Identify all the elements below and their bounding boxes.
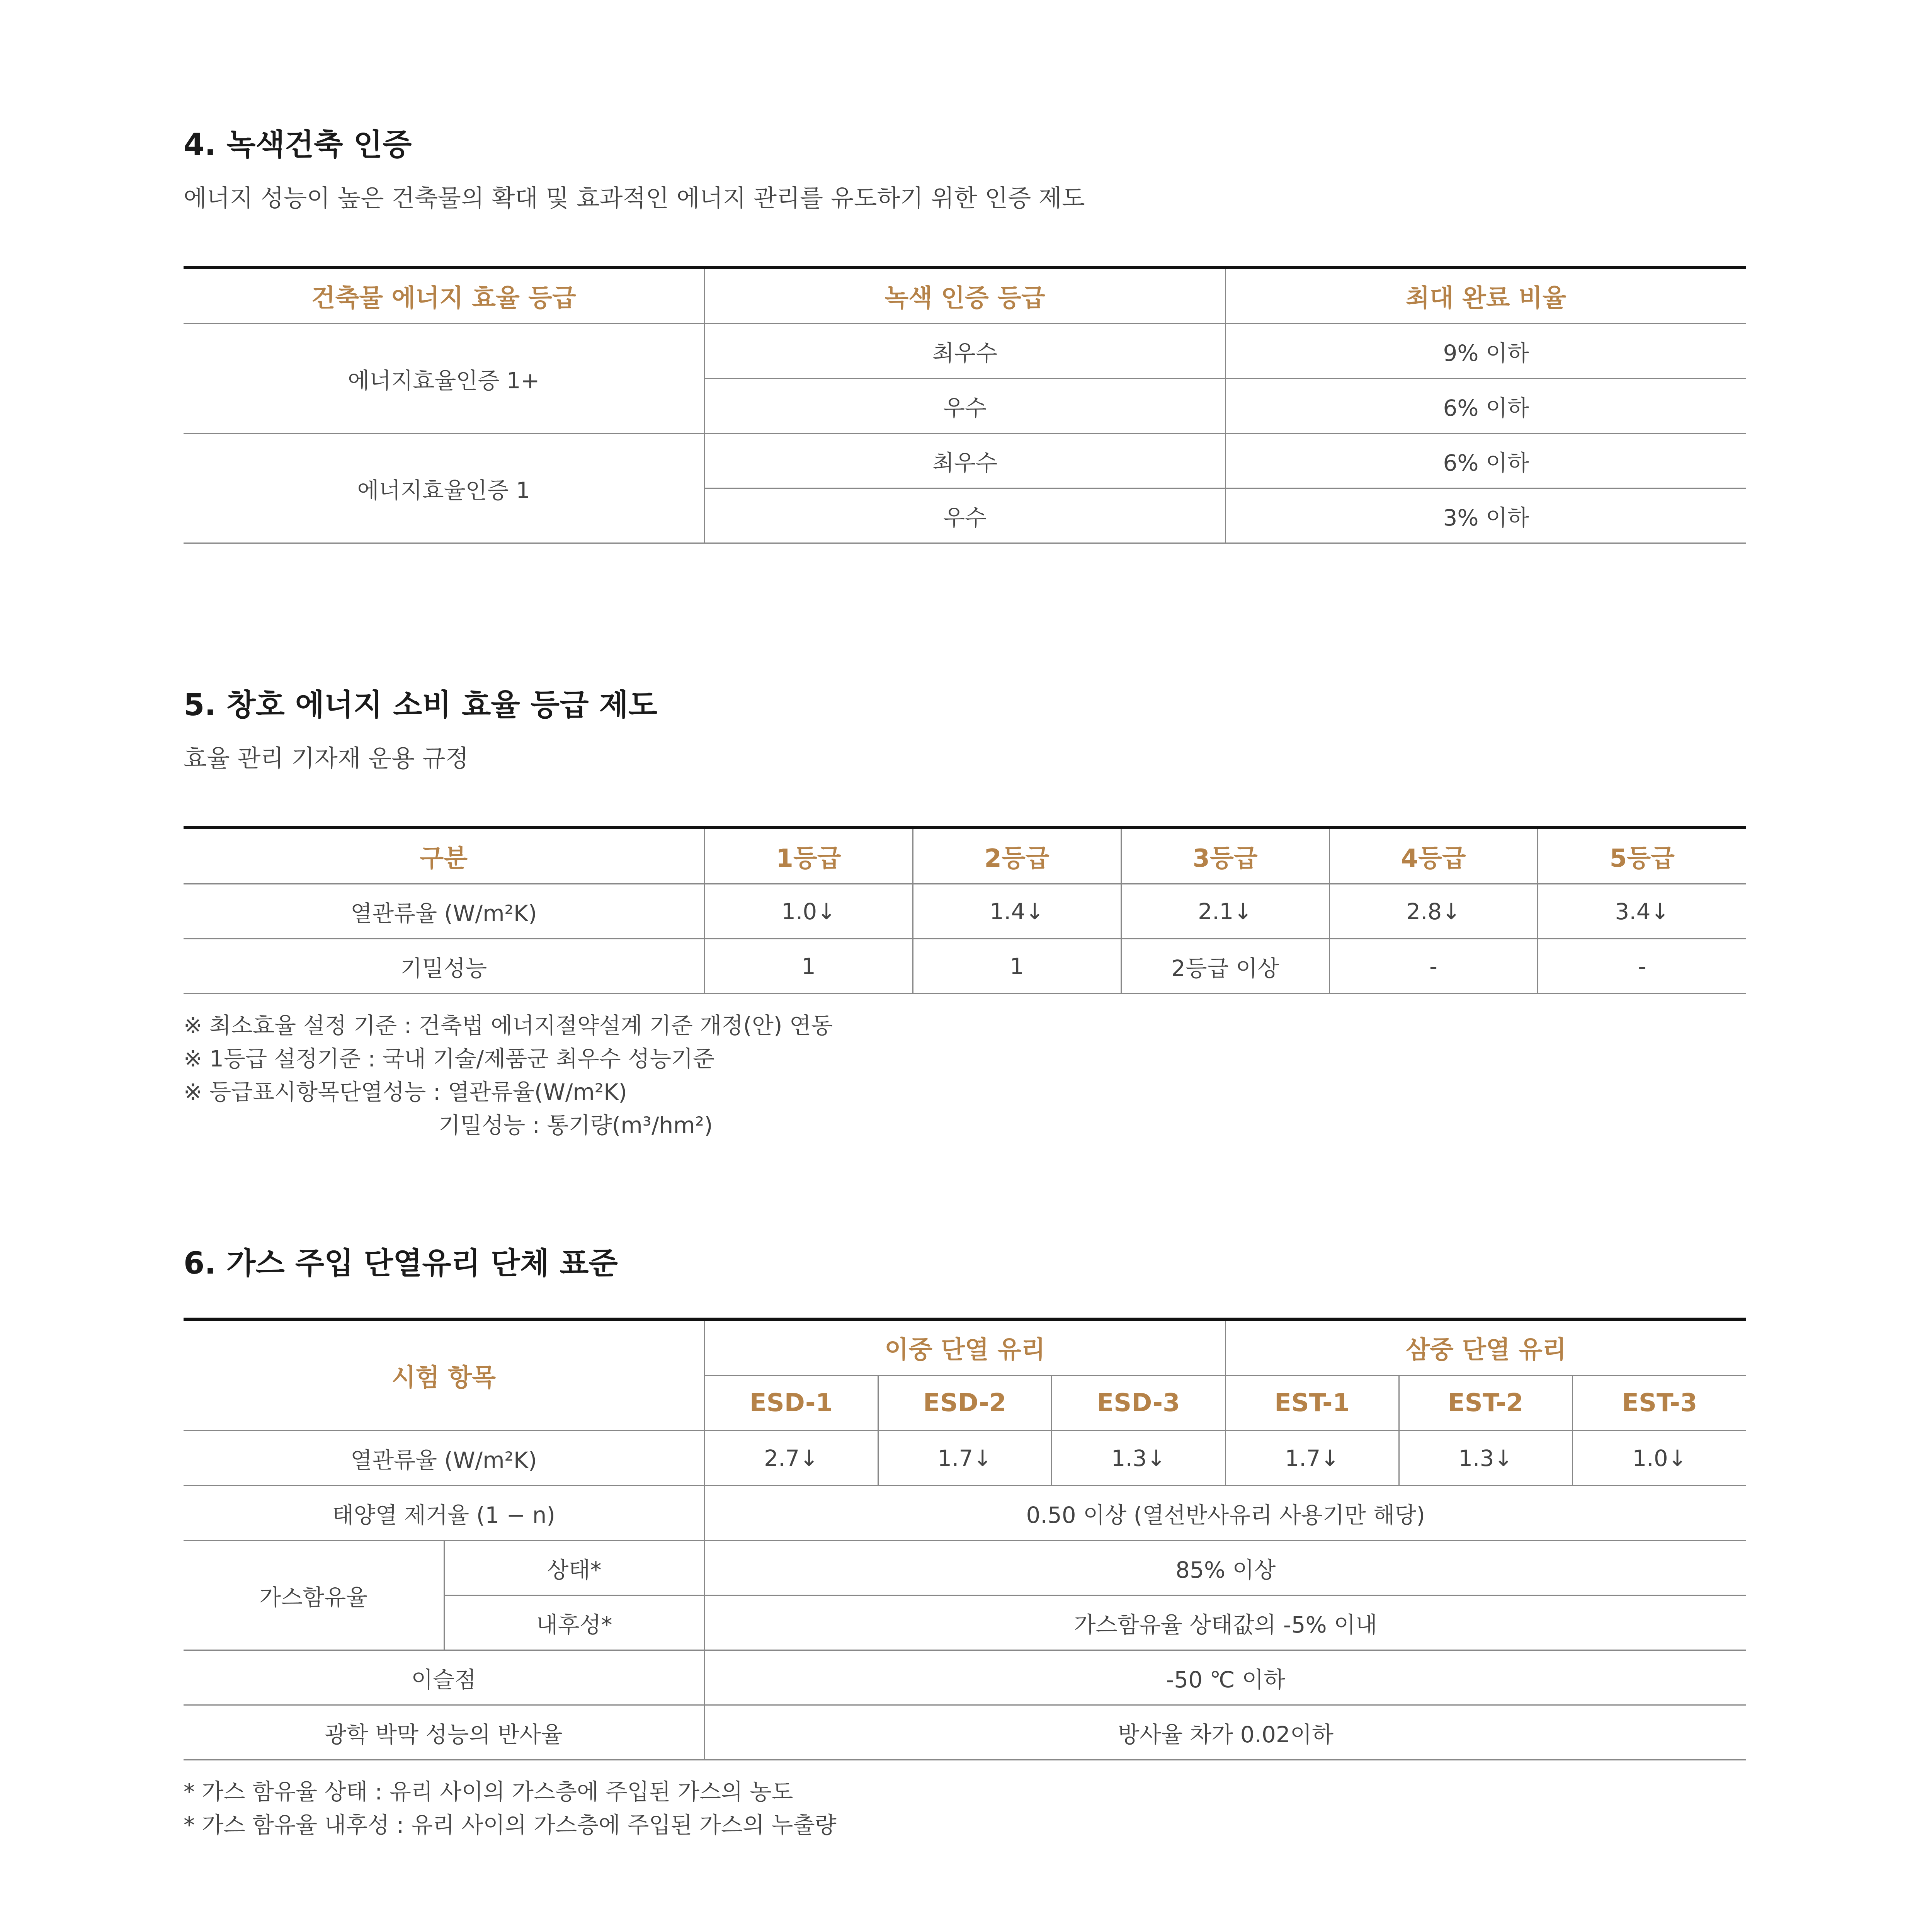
window-grade-table [184,826,1746,994]
ratio-cell: 3% 이하 [1225,488,1746,543]
table-cell: 2등급 이상 [1121,939,1329,994]
header-triple-glazing: 삼중 단열 유리 [1225,1319,1746,1376]
header-est-1: EST-1 [1225,1376,1399,1431]
table-cell: 방사율 차가 0.02이하 [704,1705,1746,1760]
energy-level-cell: 에너지효율인증 1 [184,434,704,543]
green-certification-table [184,266,1746,544]
row-label: 광학 박막 성능의 반사율 [184,1705,704,1760]
footnote: ※ 최소효율 설정 기준 : 건축법 에너지절약설계 기준 개정(안) 연동 [184,1012,833,1039]
table-cell: 1 [704,939,913,994]
ratio-cell: 6% 이하 [1225,379,1746,434]
grade-cell: 최우수 [704,324,1225,379]
header-est-3: EST-3 [1572,1376,1746,1431]
table-row [184,1486,1746,1541]
table-cell: 2.8↓ [1329,884,1538,939]
table-cell: -50 ℃ 이하 [704,1650,1746,1705]
header-energy-level: 건축물 에너지 효율 등급 [184,267,704,324]
table-cell: 1.7↓ [1225,1431,1399,1486]
ratio-cell: 9% 이하 [1225,324,1746,379]
header-esd-1: ESD-1 [704,1376,878,1431]
header-grade-1: 1등급 [704,828,913,884]
header-esd-3: ESD-3 [1051,1376,1225,1431]
header-green-grade: 녹색 인증 등급 [704,267,1225,324]
table-row [184,1541,1746,1595]
table-row [184,939,1746,994]
table-cell: 2.7↓ [704,1431,878,1486]
footnotes [184,1009,1746,1142]
header-grade-4: 4등급 [1329,828,1538,884]
energy-level-cell: 에너지효율인증 1+ [184,324,704,434]
table-cell: 1.3↓ [1051,1431,1225,1486]
table-cell: 85% 이상 [704,1541,1746,1595]
table-cell: 1.4↓ [913,884,1121,939]
table-row [184,1431,1746,1486]
table-cell: - [1538,939,1746,994]
header-est-2: EST-2 [1399,1376,1572,1431]
section-title: 6. 가스 주입 단열유리 단체 표준 [184,1246,618,1281]
footnote: ※ 1등급 설정기준 : 국내 기술/제품군 최우수 성능기준 [184,1046,715,1072]
header-category: 구분 [184,828,704,884]
table-cell: 1 [913,939,1121,994]
table-row [184,1650,1746,1705]
section-title: 5. 창호 에너지 소비 효율 등급 제도 [184,688,658,723]
grade-cell: 우수 [704,379,1225,434]
section-title: 4. 녹색건축 인증 [184,128,412,162]
footnote: ※ 등급표시항목단열성능 : 열관류율(W/m²K) [184,1079,627,1105]
table-cell: 가스함유율 상태값의 -5% 이내 [704,1595,1746,1650]
section-description: 효율 관리 기자재 운용 규정 [184,744,469,772]
header-grade-5: 5등급 [1538,828,1746,884]
table-row [184,884,1746,939]
header-test-item: 시험 항목 [184,1319,704,1431]
table-cell: 3.4↓ [1538,884,1746,939]
row-label: 가스함유율 [184,1541,444,1650]
footnotes [184,1775,1746,1842]
table-cell: 1.0↓ [704,884,913,939]
header-double-glazing: 이중 단열 유리 [704,1319,1225,1376]
sub-row-label: 상태* [444,1541,704,1595]
footnote: * 가스 함유율 상태 : 유리 사이의 가스층에 주입된 가스의 농도 [184,1779,793,1805]
table-cell: 1.0↓ [1572,1431,1746,1486]
table-cell: 0.50 이상 (열선반사유리 사용기만 해당) [704,1486,1746,1541]
section-window-efficiency [184,684,1746,1142]
table-cell: 1.3↓ [1399,1431,1572,1486]
ratio-cell: 6% 이하 [1225,434,1746,488]
row-label: 열관류율 (W/m²K) [184,884,704,939]
sub-row-label: 내후성* [444,1595,704,1650]
table-cell: 2.1↓ [1121,884,1329,939]
footnote: * 가스 함유율 내후성 : 유리 사이의 가스층에 주입된 가스의 누출량 [184,1812,837,1838]
table-cell: 1.7↓ [878,1431,1051,1486]
table-cell: - [1329,939,1538,994]
gas-glass-table [184,1318,1746,1760]
row-label: 태양열 제거율 (1 − n) [184,1486,704,1541]
header-esd-2: ESD-2 [878,1376,1051,1431]
grade-cell: 우수 [704,488,1225,543]
table-row [184,324,1746,379]
grade-cell: 최우수 [704,434,1225,488]
footnote: 기밀성능 : 통기량(m³/hm²) [439,1112,713,1138]
section-description: 에너지 성능이 높은 건축물의 확대 및 효과적인 에너지 관리를 유도하기 위한 인증 제도 [184,184,1085,212]
table-row [184,1705,1746,1760]
row-label: 기밀성능 [184,939,704,994]
header-grade-2: 2등급 [913,828,1121,884]
header-grade-3: 3등급 [1121,828,1329,884]
section-green-building [184,124,1746,544]
row-label: 이슬점 [184,1650,704,1705]
section-gas-insulated-glass [184,1242,1746,1842]
table-row [184,434,1746,488]
header-max-ratio: 최대 완료 비율 [1225,267,1746,324]
row-label: 열관류율 (W/m²K) [184,1431,704,1486]
